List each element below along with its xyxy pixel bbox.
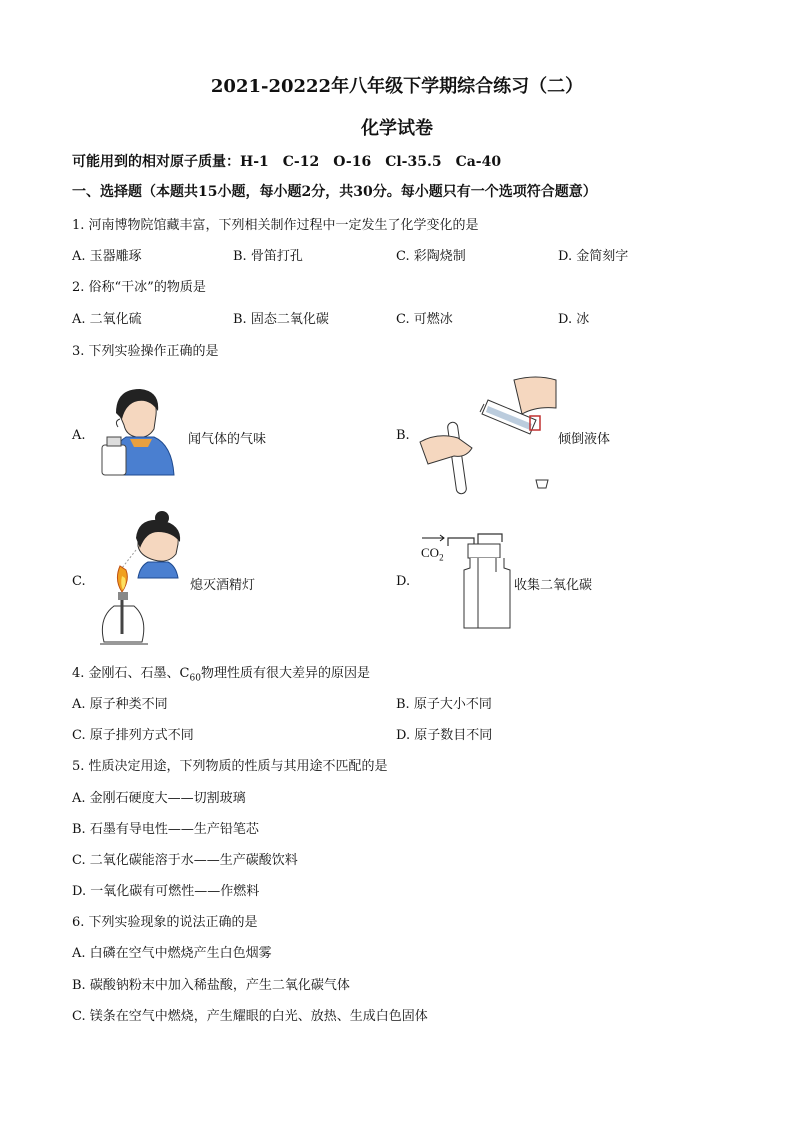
q6-option-b[interactable]: B. 碳酸钠粉末中加入稀盐酸，产生二氧化碳气体 [72,978,350,993]
question-6: 6. 下列实验现象的说法正确的是 [72,915,258,930]
co2-label: $CO_2$ [421,545,444,563]
page-subtitle: 化学试卷 [361,118,433,139]
q2-option-a[interactable]: A. 二氧化硫 [72,312,142,327]
q1-option-a[interactable]: A. 玉器雕琢 [72,249,142,264]
question-5: 5. 性质决定用途，下列物质的性质与其用途不匹配的是 [72,759,388,774]
q5-option-b[interactable]: B. 石墨有导电性——生产铅笔芯 [72,822,259,837]
q5-option-d[interactable]: D. 一氧化碳有可燃性——作燃料 [72,884,260,899]
q3-caption-b: 倾倒液体 [558,432,611,447]
q4-option-c[interactable]: C. 原子排列方式不同 [72,728,194,743]
q4-option-a[interactable]: A. 原子种类不同 [72,697,168,712]
q3-caption-d: 收集二氧化碳 [514,578,593,593]
question-1: 1. 河南博物院馆藏丰富，下列相关制作过程中一定发生了化学变化的是 [72,218,479,233]
q5-option-a[interactable]: A. 金刚石硬度大——切割玻璃 [72,791,246,806]
section-heading: 一、选择题（本题共15小题，每小题2分，共30分。每小题只有一个选项符合题意） [72,184,597,200]
smelling-gas-illustration [96,385,178,481]
q3-option-a[interactable]: A. [72,428,86,443]
question-2: 2. 俗称“干冰”的物质是 [72,280,206,295]
question-3: 3. 下列实验操作正确的是 [72,344,219,359]
q2-option-c[interactable]: C. 可燃冰 [396,312,453,327]
page-title: 2021-20222年八年级下学期综合练习（二） [210,76,584,97]
q3-option-b[interactable]: B. [396,428,410,443]
q1-option-c[interactable]: C. 彩陶烧制 [396,249,466,264]
collecting-co2-illustration [418,532,518,632]
q6-option-a[interactable]: A. 白磷在空气中燃烧产生白色烟雾 [72,946,272,961]
q6-option-c[interactable]: C. 镁条在空气中燃烧，产生耀眼的白光、放热、生成白色固体 [72,1009,428,1024]
q3-caption-a: 闻气体的气味 [188,432,267,447]
q3-caption-c: 熄灭酒精灯 [190,578,256,593]
q5-option-c[interactable]: C. 二氧化碳能溶于水——生产碳酸饮料 [72,853,298,868]
pouring-liquid-illustration [418,372,558,497]
q1-option-b[interactable]: B. 骨笛打孔 [233,249,303,264]
q3-option-c[interactable]: C. [72,574,86,589]
q4-option-b[interactable]: B. 原子大小不同 [396,697,492,712]
q2-option-d[interactable]: D. 冰 [558,312,590,327]
extinguishing-lamp-illustration [92,510,192,650]
atomic-masses: 可能用到的相对原子质量：H-1 C-12 O-16 Cl-35.5 Ca-40 [72,154,502,170]
q3-option-d[interactable]: D. [396,574,411,589]
q2-option-b[interactable]: B. 固态二氧化碳 [233,312,329,327]
q1-option-d[interactable]: D. 金简刻字 [558,249,629,264]
q4-option-d[interactable]: D. 原子数目不同 [396,728,493,743]
question-4: 4. 金刚石、石墨、$C_{60}$物理性质有很大差异的原因是 [72,666,370,684]
